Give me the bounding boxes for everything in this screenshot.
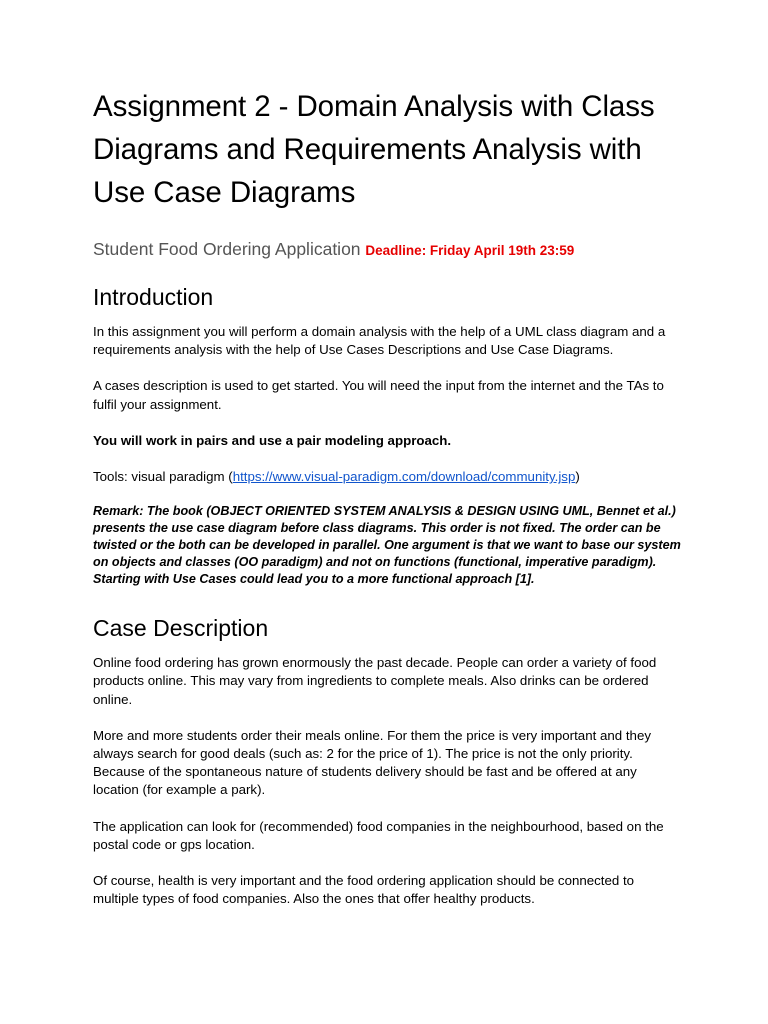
case-paragraph-2: More and more students order their meals online. For them the price is very important and they always search for good deals (such as: 2 for the price of 1). The price is not the only priority. Because of the spontaneous nature of students delivery should be fast and be offered at any location (for example a park). — [93, 727, 651, 798]
document-subtitle: Student Food Ordering Application — [93, 239, 361, 259]
tools-prefix: Tools: visual paradigm ( — [93, 469, 233, 485]
introduction-heading: Introduction — [93, 284, 214, 310]
case-description-heading: Case Description — [93, 615, 269, 642]
document-title: Assignment 2 - Domain Analysis with Class Diagrams and Requirements Analysis with Use Case Diagrams — [93, 90, 655, 209]
tools-suffix: ) — [575, 469, 580, 485]
document-content — [93, 85, 683, 908]
tools-line — [93, 468, 683, 486]
introduction-paragraph-1: In this assignment you will perform a domain analysis with the help of a UML class diagram and a requirements analysis with the help of Use Cases Descriptions and Use Case Diagrams. — [93, 324, 666, 358]
introduction-paragraph-2: A cases description is used to get started. You will need the input from the internet and the TAs to fulfil your assignment. — [93, 378, 664, 412]
deadline-text: Deadline: Friday April 19th 23:59 — [365, 243, 575, 258]
case-paragraph-3: The application can look for (recommended) food companies in the neighbourhood, based on the postal code or gps location. — [93, 818, 664, 852]
case-paragraph-1: Online food ordering has grown enormously the past decade. People can order a variety of food products online. This may vary from ingredients to complete meals. Also drinks can be ordered online. — [93, 655, 657, 707]
case-paragraph-4: Of course, health is very important and the food ordering application should be connected to multiple types of food companies. Also the ones that offer healthy products. — [93, 873, 635, 907]
subtitle-row — [93, 238, 683, 262]
pair-work-note: You will work in pairs and use a pair modeling approach. — [93, 432, 452, 448]
visual-paradigm-link[interactable]: https://www.visual-paradigm.com/download/community.jsp — [232, 469, 576, 485]
remark-paragraph: Remark: The book (OBJECT ORIENTED SYSTEM ANALYSIS & DESIGN USING UML, Bennet et al.) presents the use case diagram before class diagrams. This order is not fixed. The order can be twisted or the both can be developed in parallel. One argument is that we want to base our system on objects and classes (OO paradigm) and not on functions (functional, imperative paradigm). Starting with Use Cases could lead you to a more functional approach [1]. — [93, 504, 681, 587]
